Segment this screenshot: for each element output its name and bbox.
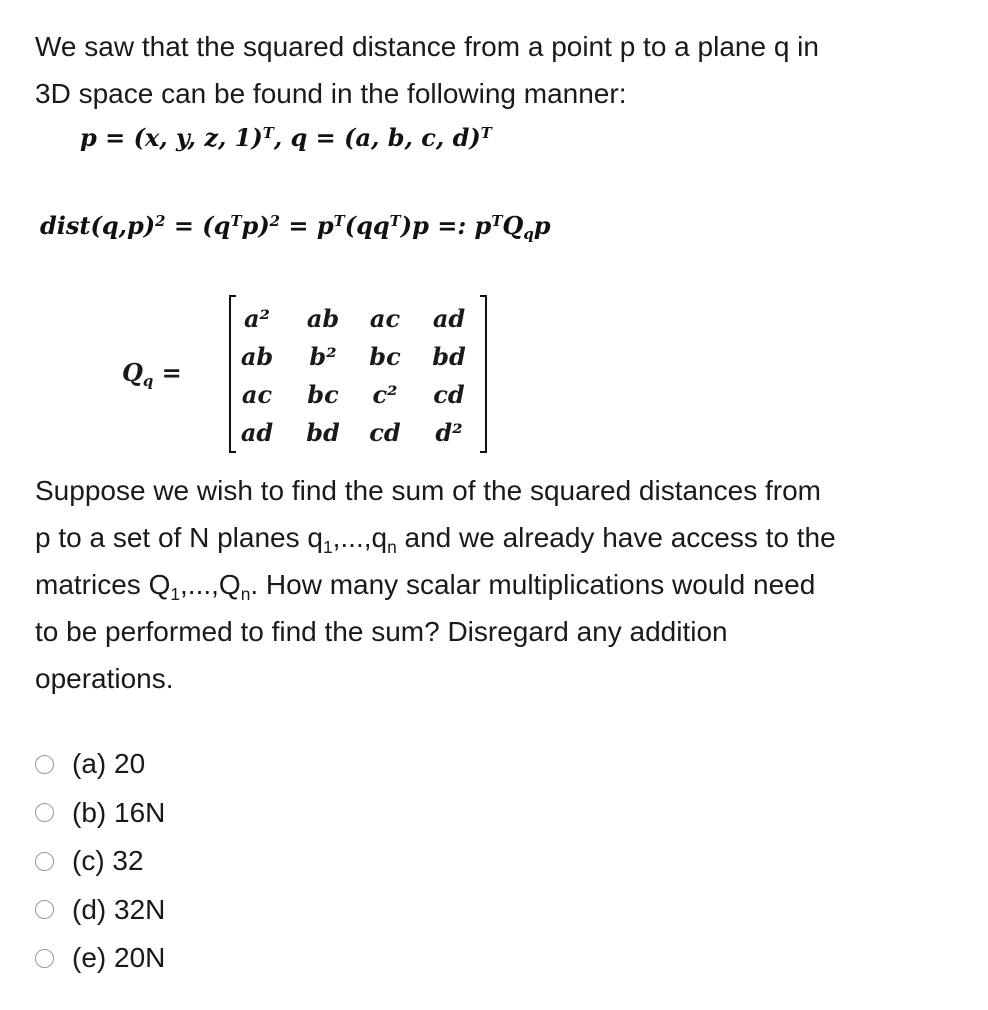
matrix-right-bracket	[480, 295, 487, 453]
dist-square: 2	[155, 211, 166, 230]
question-line-4: to be performed to find the sum? Disregard any addition	[35, 616, 728, 647]
matrix-cell: cd	[369, 418, 401, 447]
transpose-mark: T	[333, 211, 345, 230]
radio-button-a[interactable]	[35, 755, 54, 774]
square-mark: 2	[269, 211, 281, 230]
eq-part: )p =: p	[400, 211, 492, 240]
question-line-5: operations.	[35, 663, 174, 694]
qq-subscript: q	[142, 372, 154, 391]
matrix-cell: ab	[306, 304, 340, 333]
radio-button-b[interactable]	[35, 803, 54, 822]
qq-symbol: Q	[122, 358, 143, 387]
matrix-cell: bc	[369, 342, 401, 371]
matrix-cell: ad	[432, 304, 466, 333]
matrix-cell: cd	[433, 380, 465, 409]
question-paragraph	[35, 467, 970, 702]
subscript: 1	[322, 537, 333, 558]
answer-choices	[35, 740, 165, 983]
eq-part: p)	[241, 211, 270, 240]
q-definition: q = (a, b, c, d)	[290, 123, 481, 152]
matrix-cell: ac	[241, 380, 273, 409]
matrix-cell: c²	[372, 380, 398, 409]
subscript: n	[387, 537, 397, 558]
qq-matrix-label	[122, 358, 182, 391]
radio-button-d[interactable]	[35, 900, 54, 919]
intro-paragraph	[35, 23, 965, 117]
distance-equation	[40, 211, 551, 244]
matrix-cell: ac	[369, 304, 401, 333]
qq-equals: =	[153, 358, 182, 387]
matrix-cell: d²	[435, 418, 463, 447]
transpose-mark: T	[389, 211, 401, 230]
question-text: ,...,Q	[180, 569, 241, 600]
matrix-cell: ad	[240, 418, 274, 447]
question-text: . How many scalar multiplications would need	[250, 569, 816, 600]
intro-line-1: We saw that the squared distance from a point p to a plane q in	[35, 31, 819, 62]
choice-e[interactable]	[35, 934, 165, 983]
choice-b[interactable]	[35, 789, 165, 838]
matrix-cell: ab	[240, 342, 274, 371]
choice-d[interactable]	[35, 886, 165, 935]
matrix-cell: a²	[243, 304, 271, 333]
q-subscript: q	[523, 225, 534, 244]
p-definition: p = (x, y, z, 1)	[80, 123, 263, 152]
matrix-cell: bd	[432, 342, 466, 371]
question-text: matrices Q	[35, 569, 171, 600]
p-transpose: T	[262, 123, 274, 142]
equation-separator: ,	[273, 123, 291, 152]
choice-label-a[interactable]: (a) 20	[72, 748, 146, 780]
eq-part: (qq	[344, 211, 390, 240]
eq-part: = (q	[165, 211, 231, 240]
question-text: p to a set of N planes q	[35, 522, 323, 553]
eq-part: p	[533, 211, 551, 240]
eq-part: Q	[502, 211, 524, 240]
q-transpose: T	[480, 123, 492, 142]
transpose-mark: T	[230, 211, 242, 230]
choice-a[interactable]	[35, 740, 165, 789]
matrix-cell: b²	[309, 342, 337, 371]
question-text: and we already have access to the	[396, 522, 836, 553]
intro-line-2: 3D space can be found in the following manner:	[35, 78, 627, 109]
matrix-cell: bc	[307, 380, 339, 409]
question-text: ,...,q	[332, 522, 388, 553]
matrix-cell: bd	[306, 418, 340, 447]
subscript: 1	[170, 584, 181, 605]
transpose-mark: T	[491, 211, 503, 230]
radio-button-e[interactable]	[35, 949, 54, 968]
choice-c[interactable]	[35, 837, 165, 886]
choice-label-e[interactable]: (e) 20N	[72, 942, 166, 974]
subscript: n	[240, 584, 251, 605]
choice-label-c[interactable]: (c) 32	[72, 845, 144, 877]
vector-definitions-equation	[80, 123, 492, 152]
question-line-1: Suppose we wish to find the sum of the squared distances from	[35, 475, 821, 506]
question-line-2	[35, 522, 836, 558]
dist-term: dist(q,p)	[40, 211, 156, 240]
radio-button-c[interactable]	[35, 852, 54, 871]
eq-part: = p	[280, 211, 334, 240]
choice-label-b[interactable]: (b) 16N	[72, 796, 166, 828]
question-line-3	[35, 569, 816, 605]
choice-label-d[interactable]: (d) 32N	[72, 893, 166, 925]
